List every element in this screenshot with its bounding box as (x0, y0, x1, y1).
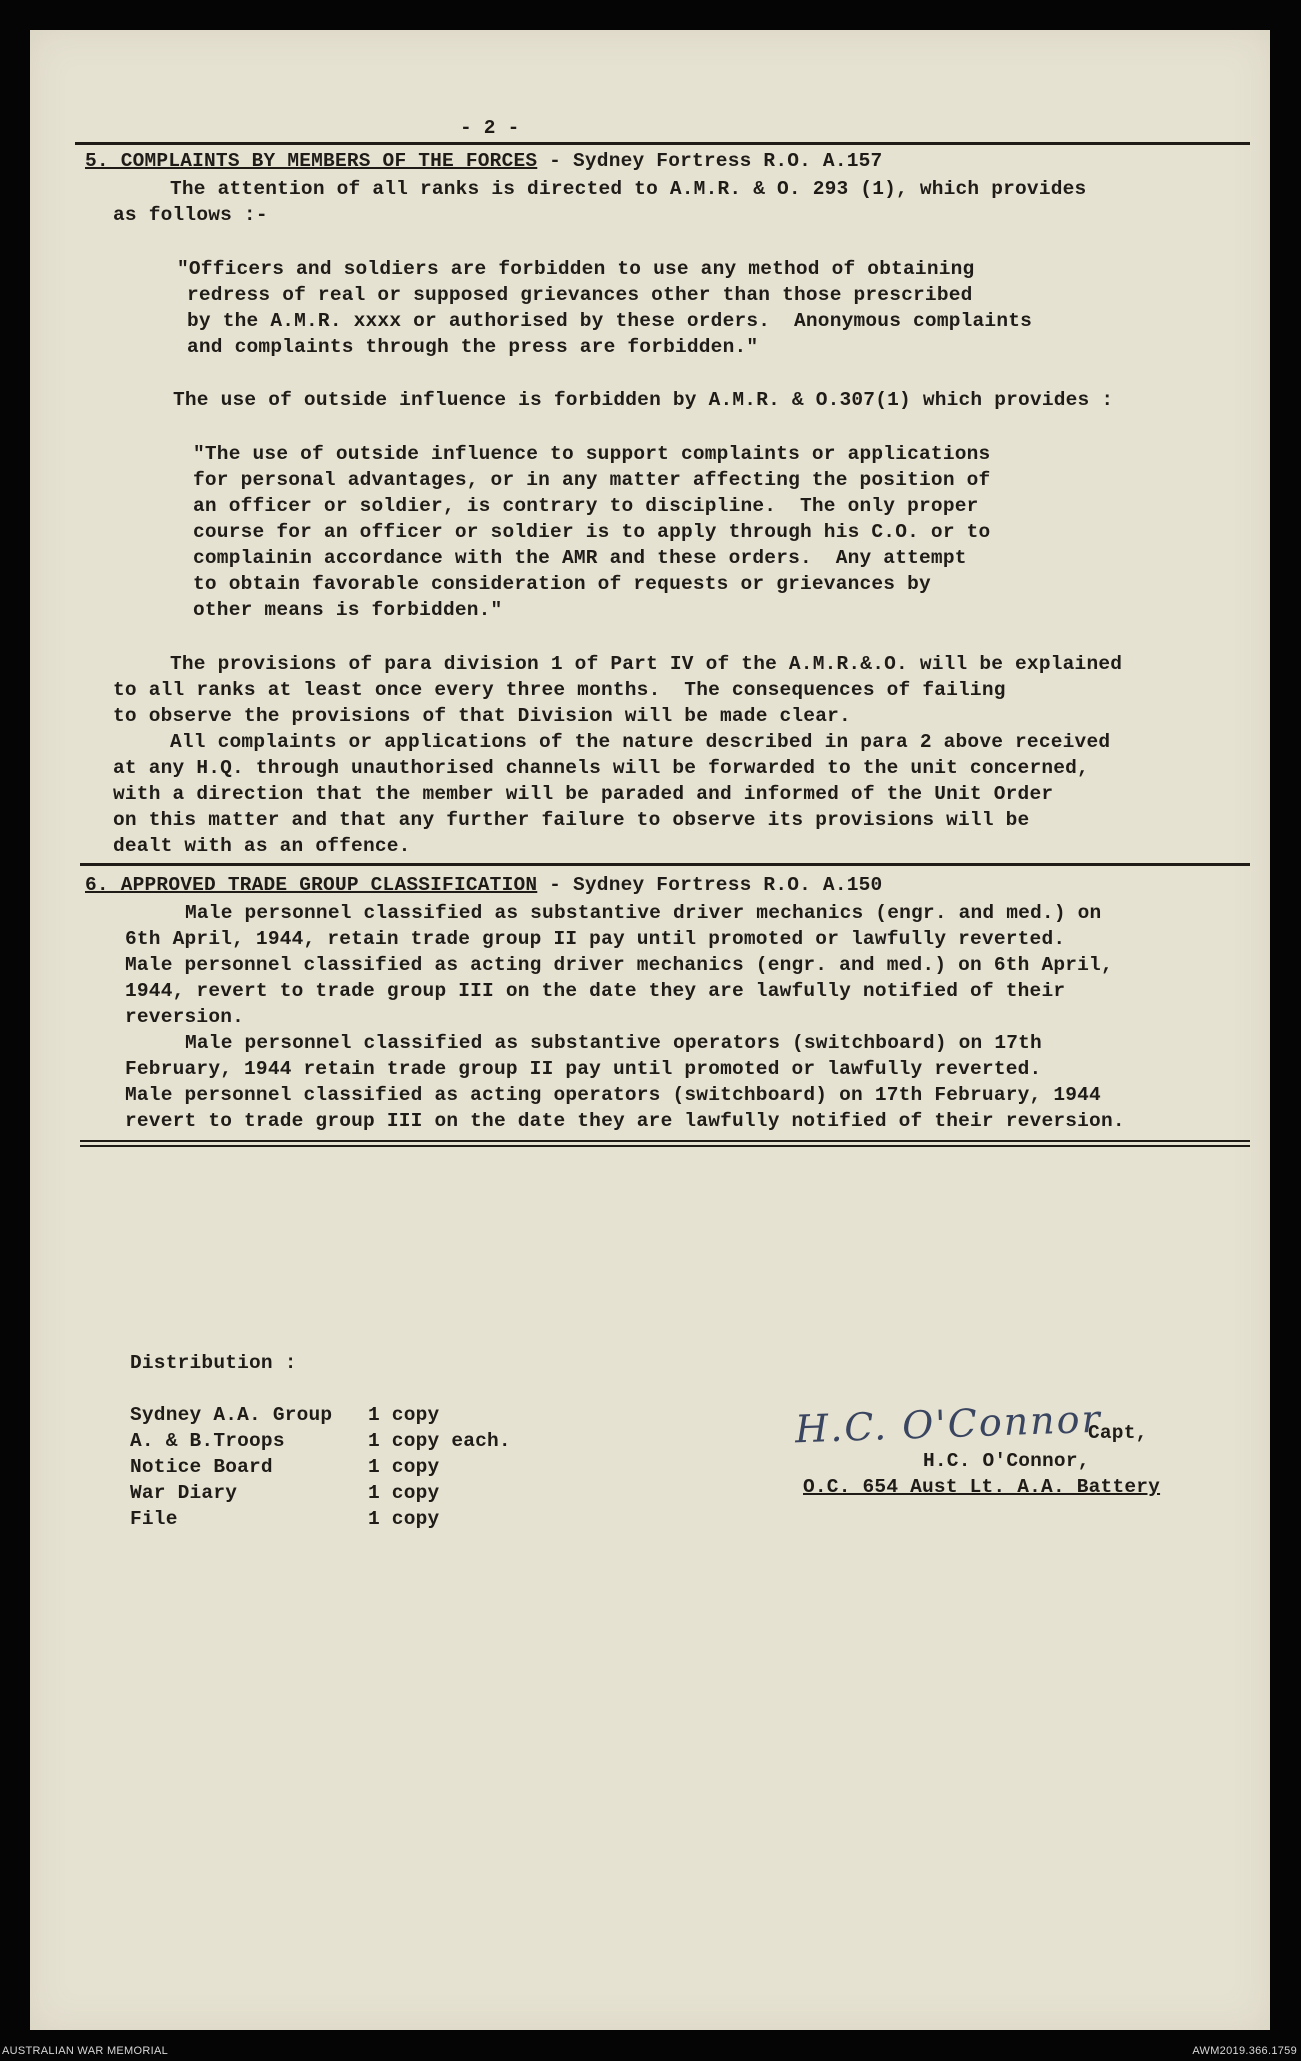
handwritten-signature: H.C. O'Connor (794, 1396, 1103, 1452)
body-line: The provisions of para division 1 of Part IV of the A.M.R.&.O. will be explained (170, 653, 1123, 675)
quote-line: "Officers and soldiers are forbidden to use any method of obtaining (177, 258, 975, 280)
distribution-qty: 1 copy (368, 1456, 440, 1478)
section-divider (80, 863, 1250, 866)
distribution-name: Sydney A.A. Group (130, 1404, 333, 1426)
section5-heading-line (85, 148, 882, 174)
footer-right: AWM2019.366.1759 (1192, 2045, 1297, 2057)
signature-rank: Capt, (1088, 1422, 1148, 1444)
distribution-name: A. & B.Troops (130, 1430, 285, 1452)
header-rule (75, 142, 1250, 145)
body-line: at any H.Q. through unauthorised channels will be forwarded to the unit concerned, (113, 757, 1089, 779)
signature-name: H.C. O'Connor, (923, 1450, 1090, 1472)
quote-line: to obtain favorable consideration of requests or grievances by (193, 573, 931, 595)
body-line: The attention of all ranks is directed to A.M.R. & O. 293 (1), which provides (170, 178, 1087, 200)
signature-unit-text: O.C. 654 Aust Lt. A.A. Battery (803, 1476, 1161, 1498)
distribution-qty: 1 copy each. (368, 1430, 511, 1452)
section6-ref: - Sydney Fortress R.O. A.150 (537, 874, 883, 896)
section5-heading: 5. COMPLAINTS BY MEMBERS OF THE FORCES (85, 150, 538, 172)
body-line: Male personnel classified as acting driver mechanics (engr. and med.) on 6th April, (125, 954, 1113, 976)
quote-line: "The use of outside influence to support complaints or applications (193, 443, 991, 465)
body-line: All complaints or applications of the nature described in para 2 above received (170, 731, 1111, 753)
body-line: 6th April, 1944, retain trade group II pay until promoted or lawfully reverted. (125, 928, 1066, 950)
body-line: with a direction that the member will be paraded and informed of the Unit Order (113, 783, 1054, 805)
quote-line: an officer or soldier, is contrary to discipline. The only proper (193, 495, 979, 517)
section6-heading-line (85, 872, 882, 898)
distribution-heading: Distribution : (130, 1352, 297, 1374)
distribution-name: Notice Board (130, 1456, 273, 1478)
quote-line: and complaints through the press are forbidden." (187, 336, 759, 358)
body-line: reversion. (125, 1006, 245, 1028)
section6-heading: 6. APPROVED TRADE GROUP CLASSIFICATION (85, 874, 538, 896)
body-line: Male personnel classified as acting operators (switchboard) on 17th February, 1944 (125, 1084, 1101, 1106)
body-line: 1944, revert to trade group III on the date they are lawfully notified of their (125, 980, 1066, 1002)
body-line: to observe the provisions of that Division will be made clear. (113, 705, 851, 727)
body-line: on this matter and that any further failure to observe its provisions will be (113, 809, 1030, 831)
quote-line: for personal advantages, or in any matter affecting the position of (193, 469, 991, 491)
signature-unit (803, 1474, 1160, 1500)
quote-line: redress of real or supposed grievances other than those prescribed (187, 284, 973, 306)
body-line: Male personnel classified as substantive operators (switchboard) on 17th (185, 1032, 1042, 1054)
body-line: The use of outside influence is forbidden by A.M.R. & O.307(1) which provides : (173, 389, 1114, 411)
body-line: to all ranks at least once every three months. The consequences of failing (113, 679, 1006, 701)
body-line: dealt with as an offence. (113, 835, 411, 857)
body-line: February, 1944 retain trade group II pay until promoted or lawfully reverted. (125, 1058, 1042, 1080)
quote-line: complainin accordance with the AMR and these orders. Any attempt (193, 547, 967, 569)
distribution-name: File (130, 1508, 178, 1530)
quote-line: by the A.M.R. xxxx or authorised by these orders. Anonymous complaints (187, 310, 1033, 332)
page-number: - 2 - (460, 117, 520, 139)
distribution-name: War Diary (130, 1482, 238, 1504)
section-end-rule (80, 1140, 1250, 1142)
quote-line: other means is forbidden." (193, 599, 503, 621)
footer-left: AUSTRALIAN WAR MEMORIAL (2, 2045, 169, 2057)
body-line: revert to trade group III on the date they are lawfully notified of their reversion. (125, 1110, 1125, 1132)
body-line: as follows :- (113, 204, 268, 226)
quote-line: course for an officer or soldier is to apply through his C.O. or to (193, 521, 991, 543)
section5-ref: - Sydney Fortress R.O. A.157 (537, 150, 883, 172)
document-page (30, 30, 1270, 2030)
distribution-qty: 1 copy (368, 1508, 440, 1530)
body-line: Male personnel classified as substantive driver mechanics (engr. and med.) on (185, 902, 1102, 924)
distribution-qty: 1 copy (368, 1482, 440, 1504)
distribution-qty: 1 copy (368, 1404, 440, 1426)
